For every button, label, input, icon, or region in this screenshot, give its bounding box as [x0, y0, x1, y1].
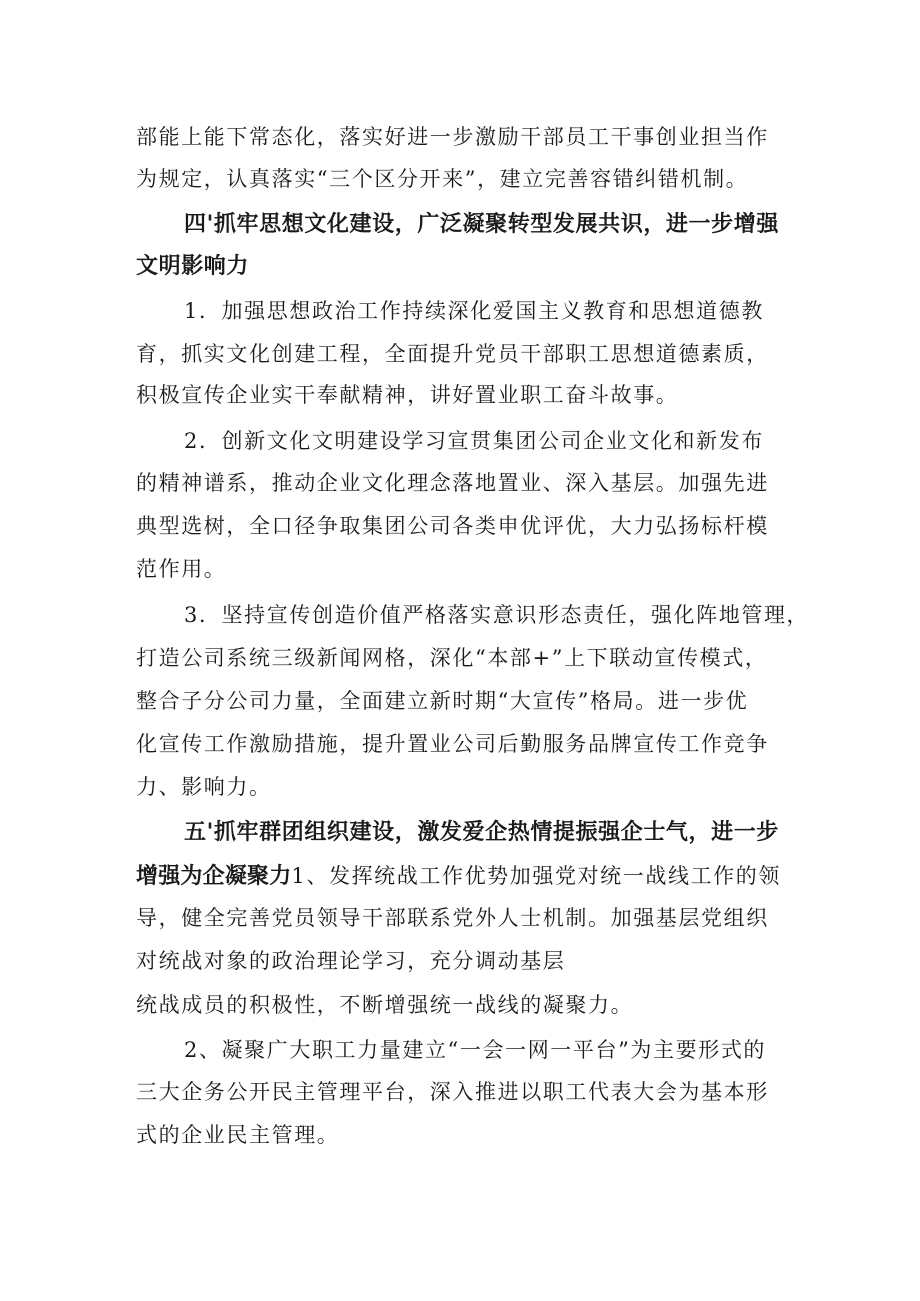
text-line: 部能上能下常态化，落实好进一步激励干部员工干事创业担当作	[136, 125, 769, 149]
section-heading-5-cont: 增强为企凝聚力	[136, 864, 292, 889]
text-line: 打造公司系统三级新闻网格，深化“本部+”上下联动宣传模式，	[136, 646, 768, 670]
text-line: 化宣传工作激励措施，提升置业公司后勤服务品牌宣传工作竞争	[136, 732, 769, 756]
text-line: 积极宣传企业实干奉献精神，讲好置业职工奋斗故事。	[136, 383, 679, 407]
paragraph-4-3: 3．坚持宣传创造价值严格落实意识形态责任，强化阵地管理，	[184, 603, 810, 627]
section-heading-4: 四'抓牢思想文化建设，广泛凝聚转型发展共识，进一步增强	[184, 212, 779, 237]
text-line: 的精神谱系，推动企业文化理念落地置业、深入基层。加强先进	[136, 471, 769, 495]
paragraph-5-2: 2、凝聚广大职工力量建立“一会一网一平台”为主要形式的	[184, 1038, 767, 1062]
text-line: 整合子分公司力量，全面建立新时期“大宣传”格局。进一步优	[136, 689, 749, 713]
text-line: 对统战对象的政治理论学习，充分调动基层	[136, 949, 566, 973]
paragraph-4-1: 1．加强思想政治工作持续深化爱国主义教育和思想道德教	[184, 299, 764, 323]
section-heading-4-cont: 文明影响力	[136, 254, 250, 279]
text-line: 为规定，认真落实“三个区分开来”，建立完善容错纠错机制。	[136, 167, 749, 191]
heading-5-and-paragraph	[136, 861, 781, 892]
text-line: 统战成员的积极性，不断增强统一战线的凝聚力。	[136, 993, 634, 1017]
text-line: 力、影响力。	[136, 775, 272, 799]
text-line: 式的企业民主管理。	[136, 1123, 340, 1147]
text-line: 典型选树，全口径争取集团公司各类申优评优，大力弘扬标杆模	[136, 514, 769, 538]
text-line: 导，健全完善党员领导干部联系党外人士机制。加强基层党组织	[136, 906, 769, 930]
text-line: 范作用。	[136, 557, 227, 581]
text-line: 三大企务公开民主管理平台，深入推进以职工代表大会为基本形	[136, 1080, 769, 1104]
text-line: 育，抓实文化创建工程，全面提升党员干部职工思想道德素质，	[136, 342, 769, 366]
paragraph-4-2: 2．创新文化文明建设学习宣贯集团公司企业文化和新发布	[184, 429, 764, 453]
paragraph-5-1: 1、发挥统战工作优势加强党对统一战线工作的领	[291, 864, 781, 888]
section-heading-5: 五'抓牢群团组织建设，激发爱企热情提振强企士气，进一步	[184, 820, 779, 845]
